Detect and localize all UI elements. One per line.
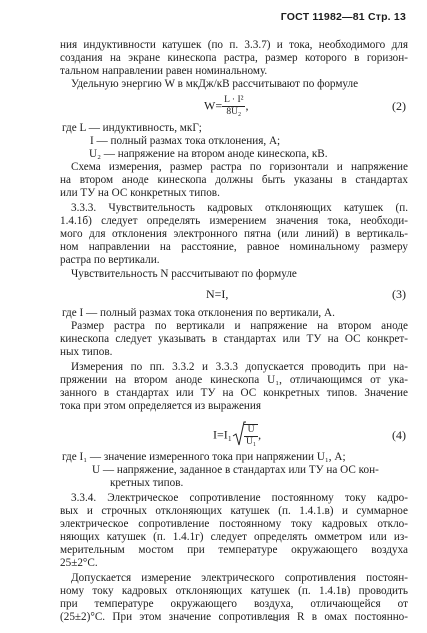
text-line: где L — индуктивность, мкГ; <box>62 122 202 134</box>
text-line: пряжении на втором аноде кинескопа U₁, отличающимся от ука- <box>60 374 408 386</box>
formula-4-numerator: U <box>244 425 258 437</box>
formula-4-fraction <box>244 424 258 448</box>
text-line: электрическое сопротивление постоянному току кадровых откло- <box>60 518 408 530</box>
text-line: Удельную энергию W в мкДж/кВ рассчитывают по формуле <box>71 78 359 90</box>
text-line: где I — полный размах тока отклонения по вертикали, А. <box>62 307 335 319</box>
text-line: Допускается измерение электрического сопротивления постоян- <box>71 572 408 584</box>
formula-4-lhs: I=I₁ <box>213 427 232 442</box>
formula-4-denominator: U₁ <box>245 436 257 447</box>
text-line: вых и строчных отклоняющих катушек (п. 1.4.1.в) и суммарное <box>60 505 408 517</box>
text-line: ному току кадровых отклоняющих катушек (п. 1.4.1в) проводить <box>60 585 408 597</box>
formula-4-tail: , <box>258 427 262 442</box>
text-line: тальном направлении равен номинальному. <box>60 65 268 77</box>
text-line: создания на экране кинескопа растра, размер которого в горизон- <box>60 52 408 64</box>
text-line: мого для отклонения электронного пятна (или линий) в вертикаль- <box>60 228 408 240</box>
text-line: занного в стандартах или ТУ на ОС конкретных типов. Значение <box>60 387 408 399</box>
text-line: I — полный размах тока отклонения, А; <box>90 135 281 147</box>
text-line: Размер растра по вертикали и напряжение на втором аноде <box>71 320 408 332</box>
text-line: U₂ — напряжение на втором аноде кинескопа, кВ. <box>89 148 328 160</box>
formula-4 <box>213 421 261 450</box>
formula-2-tail: , <box>245 98 249 113</box>
formula-2-numerator: L · I² <box>224 95 244 105</box>
text-line: ных типов. <box>60 346 113 358</box>
text-line: мерительным мостом при температуре окружающего воздуха <box>60 544 408 556</box>
text-line: няющих катушек (п. 1.4.1г) следует определять омметром или из- <box>60 531 408 543</box>
text-line: 3.3.4. Электрическое сопротивление постоянному току кадро- <box>71 492 408 504</box>
page-header: ГОСТ 11982—81 Стр. 13 <box>280 11 406 23</box>
text-line: где I₁ — значение измеренного тока при напряжении U₁, А; <box>62 451 346 463</box>
formula-3: N=I, <box>206 287 229 301</box>
text-line: U — напряжение, заданное в стандартах или ТУ на ОС кон- <box>92 464 379 476</box>
text-line: кретных типов. <box>110 477 184 489</box>
equation-number-3: (3) <box>392 287 406 301</box>
text-line: Схема измерения, размер растра по горизонтали и напряжение <box>71 161 408 173</box>
text-line: Чувствительность N рассчитывают по формуле <box>71 268 297 280</box>
text-line: кинескопа следует указывать в стандартах или ТУ на ОС конкрет- <box>60 333 408 345</box>
equation-number-2: (2) <box>392 99 406 113</box>
formula-2 <box>204 95 248 118</box>
text-line: ния индуктивности катушек (по п. 3.3.7) и тока, необходимого для <box>60 39 408 51</box>
formula-2-denominator: 8U₂ <box>226 107 242 117</box>
text-line: растра по вертикали. <box>60 254 160 266</box>
text-line: 3.3.3. Чувствительность кадровых отклоняющих катушек (п. <box>71 202 408 214</box>
scan-speck <box>270 617 278 622</box>
equation-number-4: (4) <box>392 428 406 442</box>
formula-2-fraction <box>222 95 245 118</box>
text-line: или ТУ на ОС конкретных типов. <box>60 187 220 199</box>
text-line: тока при этом определяется из выражения <box>60 400 262 412</box>
text-line: (25±2)°С. При этом значение сопротивления R в омах постоянно- <box>60 611 408 623</box>
text-line: ном направлении на расстояние, равное номинальному размеру <box>60 241 408 253</box>
text-line: 25±2°С. <box>60 557 98 569</box>
formula-2-lhs: W= <box>204 98 223 113</box>
text-line: 1.4.1б) следует определять измерением значения тока, необходи- <box>60 215 408 227</box>
text-line: на втором аноде кинескопа должны быть указаны в стандартах <box>60 174 408 186</box>
text-line: при температуре окружающего воздуха, отличающейся от <box>60 598 408 610</box>
text-line: Измерения по пп. 3.3.2 и 3.3.3 допускается проводить при на- <box>71 361 408 373</box>
